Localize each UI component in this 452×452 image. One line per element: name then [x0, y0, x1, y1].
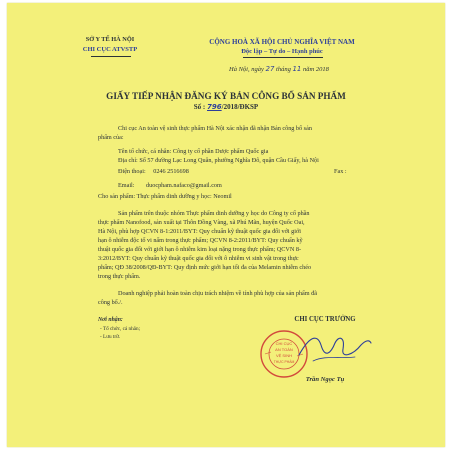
date-month-label: tháng: [276, 66, 291, 73]
org-address-value: Số 57 đường Lạc Long Quân, phường Nghĩa Đô, quận Cầu Giấy, hà Nội: [139, 157, 319, 164]
date-day: 27: [265, 65, 275, 73]
body-line-8: trong thực phẩm.: [98, 273, 141, 280]
intro-line-2: phẩm của:: [98, 134, 124, 141]
org-name-label: Tên tổ chức, cá nhân:: [118, 148, 172, 155]
product-row: [98, 193, 232, 201]
org-phone-value: 0246 2516698: [153, 168, 189, 175]
agency-parent: SỞ Y TẾ HÀ NỘI: [85, 36, 135, 43]
seal-text-4: THỰC PHẨM: [273, 360, 295, 364]
recipient-2: - Lưu trữ.: [100, 334, 121, 340]
national-title: CỘNG HOÀ XÃ HỘI CHỦ NGHĨA VIỆT NAM: [209, 38, 355, 46]
date-month: 11: [292, 65, 302, 73]
number-suffix: /2018/ĐKSP: [221, 103, 259, 111]
seal-text-2: AN TOÀN: [275, 347, 293, 352]
product-label: Cho sản phẩm:: [98, 193, 136, 200]
org-phone-label: Điện thoại:: [118, 168, 146, 175]
org-email-label: Email:: [118, 182, 135, 189]
document-sheet: [7, 3, 445, 447]
org-email-value: duocpham.nafaco@gmail.com: [146, 182, 222, 189]
org-address-label: Địa chỉ:: [118, 157, 138, 164]
body-line-4: hạn ô nhiễm độc tố vi nấm trong thực phẩm; QCVN 8-2:2011/BYT: Quy chuẩn kỹ: [98, 237, 303, 244]
agency-underline: [91, 56, 131, 57]
body-line-7: phẩm; QĐ 38/2008/QĐ-BYT: Quy định mức giới hạn tối đa của Melamin nhiễm chéo: [98, 264, 312, 271]
signer-name: Trần Ngọc Tụ: [305, 376, 345, 383]
org-address-row: [118, 157, 319, 165]
org-phone-row: [118, 168, 189, 176]
national-motto: Độc lập – Tự do – Hạnh phúc: [241, 48, 323, 55]
body-line-1: Sản phẩm trên thuộc nhóm Thực phẩm dinh dưỡng y học do Công ty cổ phần: [118, 210, 310, 217]
body-line-3: Hà Nội, phù hợp QCVN 8-1:2011/BYT: Quy chuẩn kỹ thuật quốc gia đối với giới: [98, 228, 301, 235]
body-line-6: 3:2012/BYT: Quy chuẩn kỹ thuật quốc gia đối với ô nhiễm vi sinh vật trong thực: [98, 255, 299, 262]
number-value: 796: [207, 103, 222, 111]
number-prefix: Số :: [193, 103, 206, 111]
document-number: [7, 103, 445, 111]
signer-title: CHI CỤC TRƯỞNG: [294, 316, 356, 323]
date-line: [229, 65, 329, 74]
date-year: năm 2018: [303, 66, 329, 73]
date-prefix: Hà Nội, ngày: [229, 66, 264, 73]
seal-text-1: CHI CỤC: [275, 341, 293, 346]
recipients-title: Nơi nhận:: [98, 317, 123, 323]
org-fax-label: Fax :: [334, 168, 347, 175]
closing-line-1: Doanh nghiệp phải hoàn toàn chịu trách nhiệm về tính phù hợp của sản phẩm đã: [118, 290, 317, 297]
org-name-row: [118, 148, 268, 156]
motto-underline: [243, 57, 323, 58]
body-line-2: thực phẩm Nanofood, sản xuất tại Thôn Đồng Vàng, xã Phú Mãn, huyện Quốc Oai,: [98, 219, 305, 226]
document-title: GIẤY TIẾP NHẬN ĐĂNG KÝ BẢN CÔNG BỐ SẢN PHẨM: [106, 91, 346, 101]
org-name-value: Công ty cổ phần Dược phẩm Quốc gia: [172, 148, 269, 155]
org-email-row: [118, 182, 222, 190]
recipient-1: - Tổ chức, cá nhân;: [100, 326, 141, 332]
seal-text-3: VỆ SINH: [275, 353, 293, 358]
body-line-5: thuật quốc gia đối với giới hạn ô nhiễm kim loại nặng trong thực phẩm; QCVN 8-: [98, 246, 302, 253]
closing-line-2: công bố./.: [98, 299, 123, 306]
agency-name: CHI CỤC ATVSTP: [82, 46, 138, 53]
product-value: Thực phẩm dinh dưỡng y học: Neomil: [136, 193, 232, 200]
signature: [295, 325, 375, 371]
intro-line-1: Chi cục An toàn vệ sinh thực phẩm Hà Nội xác nhận đã nhận Bản công bố sản: [118, 125, 312, 132]
